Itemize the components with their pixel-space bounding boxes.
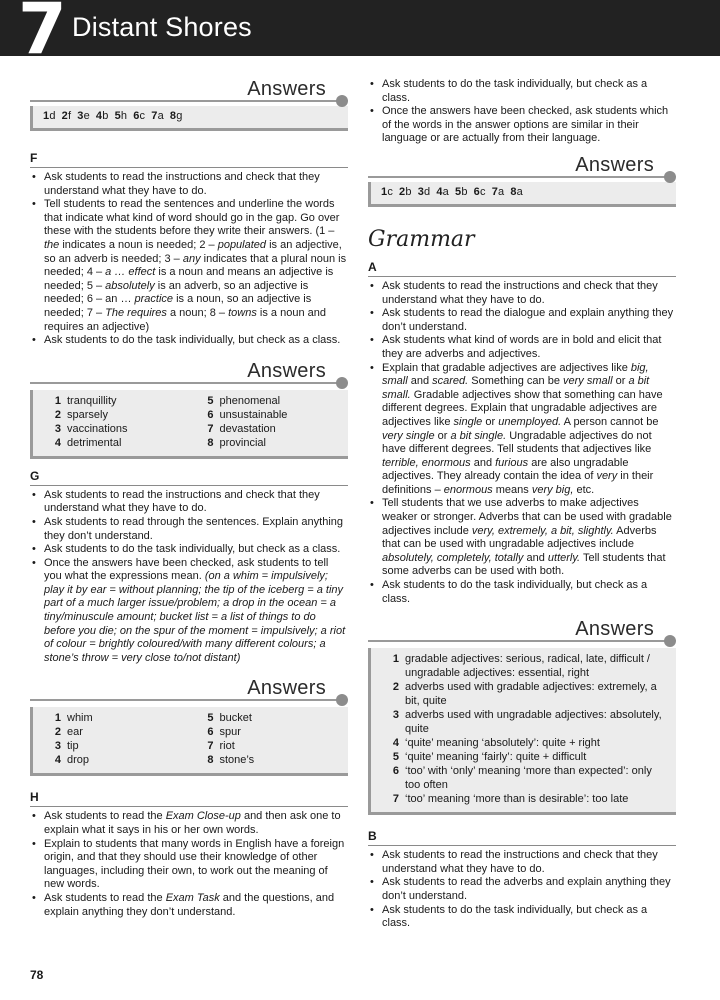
section-letter-b: B: [368, 829, 676, 846]
answer-item: 1d: [43, 110, 56, 122]
answer-item: 8a: [510, 185, 523, 198]
answer-number: 6: [392, 765, 399, 778]
unit-number: 7: [18, 0, 64, 70]
answer-number: 1: [54, 712, 61, 725]
answers-title: Answers: [575, 153, 654, 176]
section-b-list: [368, 849, 676, 931]
answer-word: vaccinations: [67, 422, 128, 435]
answer-number: 5: [207, 394, 214, 407]
list-item: • Once the answers have been checked, ask students which of the words in the answer options are similar in their language or are actually from their language.: [368, 105, 676, 146]
section-f-list: [30, 171, 348, 348]
answer-word: riot: [219, 740, 235, 753]
answers-rule: [30, 100, 340, 102]
answers-dot-icon: [336, 377, 348, 389]
section-letter-a: A: [368, 260, 676, 277]
answer-item: [385, 708, 666, 736]
answer-item: [196, 725, 339, 739]
answer-item: [385, 764, 666, 792]
right-column: [368, 78, 676, 931]
page-number: 78: [30, 968, 44, 982]
answer-item: 2f: [61, 110, 72, 122]
list-item: • Once the answers have been checked, ask students to tell you what the expressions mean. (on a whim = impulsively; play it by ear = without planning; the tip of the iceberg = a tiny part of a much larger issue/problem; a drop in the ocean = a tiny/minuscule amount; bucket list = a list of things to do before you die; on the spur of the moment = impulsively; a riot of colour = brightly coloured/with many different colours; a stone’s throw = very close to/not distant): [30, 557, 348, 666]
answers-heading: [30, 360, 348, 382]
answer-number: 2: [54, 408, 61, 421]
answer-number: 4: [54, 754, 61, 767]
section-letter-h: H: [30, 790, 348, 807]
answer-word: whim: [67, 712, 93, 725]
answers-dot-icon: [664, 635, 676, 647]
answer-item: [385, 792, 666, 806]
continued-list: [368, 78, 676, 146]
answer-item: 8g: [169, 110, 183, 122]
list-item: • Ask students what kind of words are in bold and elicit that they are adverbs and adjectives.: [368, 334, 676, 361]
left-column: [30, 78, 348, 919]
answer-item: [196, 394, 339, 408]
answer-key-grid: [43, 394, 338, 450]
answers-heading: [368, 154, 676, 176]
answer-number: 3: [54, 422, 61, 435]
answer-word: bucket: [219, 712, 252, 725]
answer-text: ‘quite’ meaning ‘absolutely’: quite + right: [405, 737, 600, 750]
answer-number: 3: [392, 709, 399, 722]
answer-key-grid: [43, 711, 338, 767]
list-item: • Ask students to read the Exam Close-up and then ask one to explain what it says in his or her own words.: [30, 810, 348, 837]
answer-number: 7: [207, 422, 214, 435]
answer-item: 3d: [417, 185, 431, 198]
answer-word: unsustainable: [219, 408, 288, 421]
answer-number: 8: [207, 436, 214, 449]
answer-key-inline: [43, 110, 189, 122]
answer-item: 6c: [133, 110, 146, 122]
answers-rule: [30, 382, 340, 384]
answers-dot-icon: [336, 95, 348, 107]
answer-item: [196, 753, 339, 767]
list-item: • Tell students that we use adverbs to make adjectives weaker or stronger. Adverbs that can be used with gradable adjectives include very, extremely, a bit, slightly. Adverbs that can be used with ungradable adjectives include absolutely, completely, totally and utterly. Tell students that some adverbs can be used with both.: [368, 497, 676, 579]
answer-word: provincial: [219, 436, 266, 449]
answer-item: [43, 711, 186, 725]
answer-number: 1: [54, 394, 61, 407]
answers-title: Answers: [247, 78, 326, 100]
answers-box-1: [30, 106, 348, 131]
answer-item: 3e: [77, 110, 90, 122]
answer-item: 5h: [114, 110, 128, 122]
answer-text: ‘too’ meaning ‘more than is desirable’: too late: [405, 793, 629, 806]
answers-box-5: [368, 648, 676, 815]
answer-word: phenomenal: [219, 394, 281, 407]
answer-item: 7a: [151, 110, 164, 122]
list-item: • Ask students to read the instructions and check that they understand what they have to do.: [368, 280, 676, 307]
answer-number: 5: [392, 751, 399, 764]
answer-number: 6: [207, 408, 214, 421]
list-item: • Ask students to do the task individually, but check as a class.: [368, 904, 676, 931]
answer-item: [43, 436, 186, 450]
list-item: • Ask students to read the instructions and check that they understand what they have to do.: [30, 171, 348, 198]
answer-item: [196, 408, 339, 422]
section-a-list: [368, 280, 676, 606]
list-item: • Ask students to do the task individually, but check as a class.: [368, 579, 676, 606]
list-item: • Ask students to read the instructions and check that they understand what they have to do.: [30, 489, 348, 516]
list-item: • Ask students to do the task individually, but check as a class.: [30, 543, 348, 557]
answer-word: spur: [219, 726, 241, 739]
answer-item: [196, 739, 339, 753]
answer-number: 3: [54, 740, 61, 753]
section-letter-g: G: [30, 469, 348, 486]
answer-item: 1c: [381, 185, 394, 198]
list-item: • Explain to students that many words in English have a foreign origin, and that they should use their knowledge of other languages, including their own, to work out the meaning of new words.: [30, 838, 348, 892]
answer-item: [43, 739, 186, 753]
answer-number: 2: [392, 681, 399, 694]
answer-item: [43, 725, 186, 739]
unit-title: Distant Shores: [72, 12, 252, 42]
answer-item: 6c: [473, 185, 486, 198]
answer-number: 4: [54, 436, 61, 449]
answer-text: ‘quite’ meaning ‘fairly’: quite + difficult: [405, 751, 587, 764]
answer-word: drop: [67, 754, 90, 767]
answer-text: adverbs used with ungradable adjectives: absolutely, quite: [405, 709, 662, 736]
answer-word: devastation: [219, 422, 276, 435]
unit-header: [0, 0, 720, 70]
answers-rule: [368, 640, 668, 642]
list-item: • Explain that gradable adjectives are adjectives like big, small and scared. Something can be very small or a bit small. Gradable adjectives show that something can have different degrees. Explain that ungradable adjectives are adjectives like single or unemployed. A person cannot be very single or a bit single. Ungradable adjectives do not have different degrees. Tell students that adjectives like terrible, enormous and furious are also ungradable adjectives. They already contain the idea of very in their definitions – enormous means very big, etc.: [368, 362, 676, 498]
answer-number: 1: [392, 653, 399, 666]
answers-dot-icon: [336, 694, 348, 706]
grammar-heading: Grammar: [368, 226, 475, 252]
answers-heading: [368, 618, 676, 640]
answer-text: gradable adjectives: serious, radical, late, difficult / ungradable adjectives: essential, right: [405, 653, 650, 680]
answer-word: detrimental: [67, 436, 122, 449]
answer-item: [196, 711, 339, 725]
list-item: • Ask students to read the dialogue and explain anything they don’t understand.: [368, 307, 676, 334]
answer-item: [385, 652, 666, 680]
answers-box-3: [30, 707, 348, 776]
answers-rule: [30, 699, 340, 701]
answer-item: [385, 736, 666, 750]
answers-title: Answers: [575, 618, 654, 641]
answer-item: [385, 750, 666, 764]
answer-number: 7: [392, 793, 399, 806]
answers-title: Answers: [247, 677, 326, 700]
answer-word: ear: [67, 726, 83, 739]
answers-rule: [368, 176, 668, 178]
answer-text: adverbs used with gradable adjectives: extremely, a bit, quite: [405, 681, 657, 708]
section-h-list: [30, 810, 348, 919]
list-item: • Ask students to read through the sentences. Explain anything they don’t understand.: [30, 516, 348, 543]
answer-item: [43, 408, 186, 422]
answer-item: 2b: [399, 185, 412, 198]
list-item: • Tell students to read the sentences and underline the words that indicate what kind of word should go in the gap. Go over these with the students before they write their answers. (1 – the indicates a noun is needed; 2 – populated is an adjective, so an adverb is needed; 3 – any indicates that a plural noun is needed; 4 – a … effect is a noun and means an adjective is needed; 5 – absolutely is an adverb, so an adjective is needed; 6 – an … practice is a noun, so an adjective is needed; 7 – The requires a noun; 8 – towns is a noun and requires an adjective): [30, 198, 348, 334]
answer-number: 8: [207, 754, 214, 767]
answer-number: 5: [207, 712, 214, 725]
answer-item: 7a: [491, 185, 505, 198]
answer-word: stone’s: [219, 754, 255, 767]
answers-heading: [30, 78, 348, 100]
answer-item: 4b: [95, 110, 109, 122]
answer-item: [385, 680, 666, 708]
answer-number: 4: [392, 737, 399, 750]
list-item: • Ask students to read the instructions and check that they understand what they have to do.: [368, 849, 676, 876]
section-letter-f: F: [30, 151, 348, 168]
section-g-list: [30, 489, 348, 666]
answer-item: [196, 436, 339, 450]
answer-word: tip: [67, 740, 79, 753]
list-item: • Ask students to read the adverbs and explain anything they don’t understand.: [368, 876, 676, 903]
answer-word: sparsely: [67, 408, 108, 421]
answer-key-list: [385, 652, 666, 806]
answers-dot-icon: [664, 171, 676, 183]
list-item: • Ask students to do the task individually, but check as a class.: [368, 78, 676, 105]
answers-box-2: [30, 390, 348, 459]
answer-item: [43, 422, 186, 436]
answer-number: 7: [207, 740, 214, 753]
answers-heading: [30, 677, 348, 699]
answer-word: tranquillity: [67, 394, 117, 407]
answer-item: 4a: [436, 185, 449, 198]
answer-item: [196, 422, 339, 436]
answer-number: 6: [207, 726, 214, 739]
answer-key-inline: [381, 186, 529, 198]
answer-number: 2: [54, 726, 61, 739]
answer-item: [43, 394, 186, 408]
answer-item: [43, 753, 186, 767]
answers-title: Answers: [247, 359, 326, 382]
answer-text: ‘too’ with ‘only’ meaning ‘more than expected’: only too often: [405, 765, 652, 792]
answer-item: 5b: [455, 185, 468, 198]
list-item: • Ask students to read the Exam Task and the questions, and explain anything they don’t understand.: [30, 892, 348, 919]
answers-box-4: [368, 182, 676, 207]
list-item: • Ask students to do the task individually, but check as a class.: [30, 334, 348, 348]
